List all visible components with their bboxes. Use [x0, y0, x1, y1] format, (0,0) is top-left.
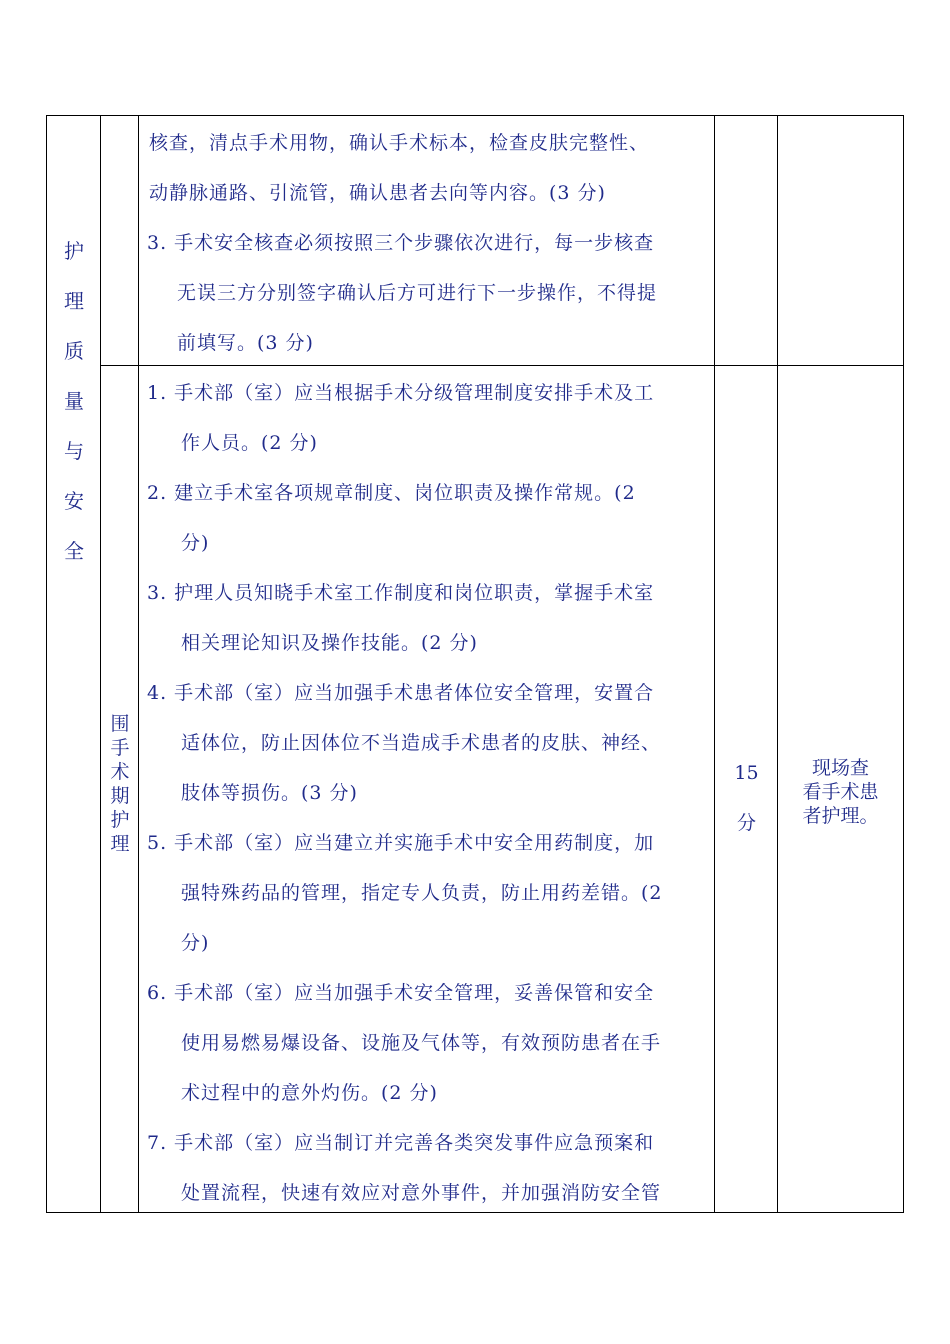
- content-line: 使用易燃易爆设备、设施及气体等，有效预防患者在手: [181, 1032, 662, 1054]
- score-cell: [715, 748, 778, 848]
- content-line: 分): [181, 532, 210, 554]
- score-value: 15: [734, 762, 759, 784]
- score-unit: 分: [736, 812, 756, 834]
- content-line: 4. 手术部（室）应当加强手术患者体位安全管理，安置合: [147, 682, 655, 704]
- col-divider: [714, 116, 715, 1212]
- subsection-label: [101, 712, 139, 856]
- content-line: 相关理论知识及操作技能。(2 分): [181, 632, 478, 654]
- subsection-char: 手: [110, 737, 130, 759]
- category-char: 量: [64, 389, 84, 413]
- method-line: 看手术患: [802, 781, 879, 803]
- content-line: 前填写。(3 分): [177, 332, 314, 354]
- content-line: 作人员。(2 分): [181, 432, 318, 454]
- category-char: 质: [64, 339, 84, 363]
- content-line: 7. 手术部（室）应当制订并完善各类突发事件应急预案和: [147, 1132, 655, 1154]
- content-line: 无误三方分别签字确认后方可进行下一步操作，不得提: [177, 282, 658, 304]
- method-cell: [778, 756, 903, 828]
- content-line: 肢体等损伤。(3 分): [181, 782, 358, 804]
- content-line: 分): [181, 932, 210, 954]
- subsection-char: 期: [110, 785, 130, 807]
- col-divider: [777, 116, 778, 1212]
- subsection-char: 术: [110, 761, 130, 783]
- content-line: 6. 手术部（室）应当加强手术安全管理，妥善保管和安全: [147, 982, 655, 1004]
- subsection-char: 围: [110, 713, 130, 735]
- content-line: 动静脉通路、引流管，确认患者去向等内容。(3 分): [149, 182, 606, 204]
- content-line: 处置流程，快速有效应对意外事件，并加强消防安全管: [181, 1182, 662, 1204]
- content-line: 2. 建立手术室各项规章制度、岗位职责及操作常规。(2: [147, 482, 636, 504]
- category-label: [47, 226, 101, 576]
- category-char: 安: [64, 489, 84, 513]
- content-line: 3. 护理人员知晓手术室工作制度和岗位职责，掌握手术室: [147, 582, 655, 604]
- content-line: 3. 手术安全核查必须按照三个步骤依次进行，每一步核查: [147, 232, 655, 254]
- col-divider: [138, 116, 139, 1212]
- content-line: 适体位，防止因体位不当造成手术患者的皮肤、神经、: [181, 732, 662, 754]
- content-line: 强特殊药品的管理，指定专人负责，防止用药差错。(2: [181, 882, 663, 904]
- method-line: 现场查: [811, 757, 869, 779]
- content-line: 5. 手术部（室）应当建立并实施手术中安全用药制度，加: [147, 832, 655, 854]
- content-line: 核查，清点手术用物，确认手术标本，检查皮肤完整性、: [149, 132, 650, 154]
- category-char: 全: [64, 539, 84, 563]
- category-char: 理: [64, 289, 84, 313]
- category-char: 护: [64, 239, 84, 263]
- assessment-table: [46, 115, 904, 1213]
- content-line: 术过程中的意外灼伤。(2 分): [181, 1082, 438, 1104]
- method-line: 者护理。: [802, 805, 879, 827]
- content-line: 1. 手术部（室）应当根据手术分级管理制度安排手术及工: [147, 382, 655, 404]
- row-divider: [100, 365, 903, 366]
- category-char: 与: [64, 439, 84, 463]
- subsection-char: 护: [110, 809, 130, 831]
- subsection-char: 理: [110, 833, 130, 855]
